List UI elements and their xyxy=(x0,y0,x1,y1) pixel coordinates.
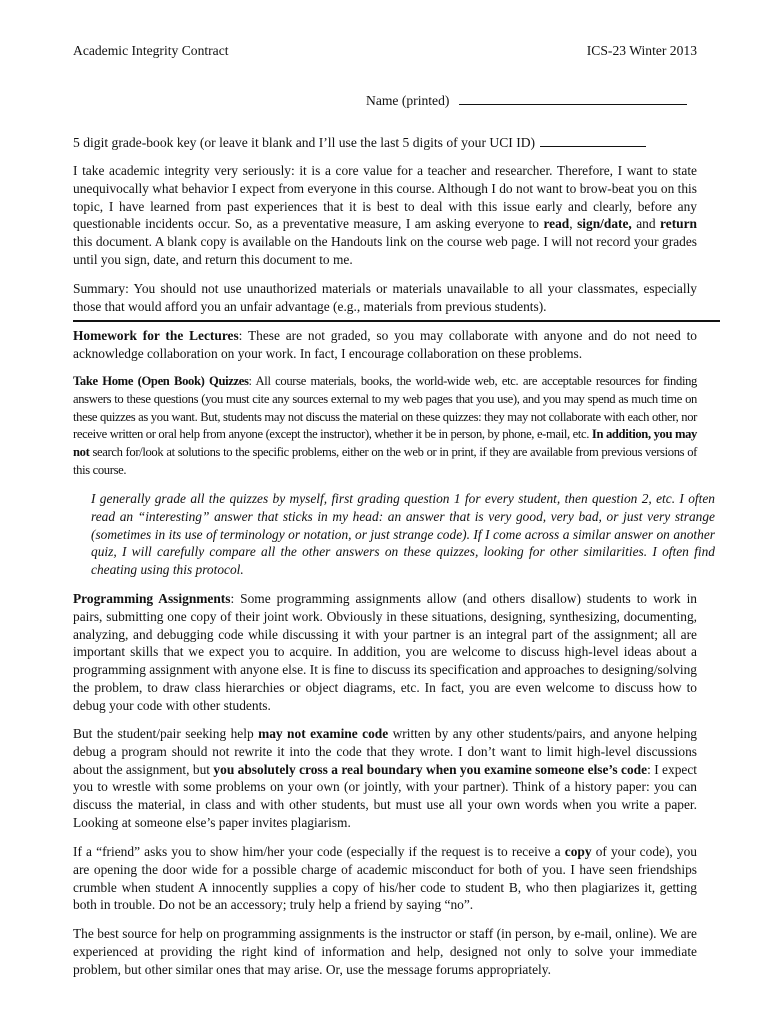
pair-help-paragraph xyxy=(73,725,697,832)
header-course: ICS-23 Winter 2013 xyxy=(586,43,697,58)
section-divider xyxy=(73,320,720,322)
friend-text: of your code), you are opening the door wide for a possible charge of academic misconduct for both of you. I have seen friendships crumble when student A innocently supplies a copy of his/her code to student B, who then plagiarizes it, getting both in trouble. Do not be an accessory; truly help a friend by saying “no”. xyxy=(73,844,697,913)
pair-help-text: written by any other students/pairs, and anyone helping debug a program should not rewrite it into the code that they wrote. I don’t want to limit high-level discussions about the assignment, but xyxy=(73,726,697,777)
programming-paragraph xyxy=(73,590,697,715)
intro-bold-return: return xyxy=(660,216,697,232)
intro-text: , xyxy=(569,216,578,232)
name-field xyxy=(366,92,687,110)
summary-paragraph xyxy=(73,280,697,316)
summary-text: Summary: You should not use unauthorized materials or materials unavailable to all your classmates, especially those that would afford you an unfair advantage (e.g., materials from previous students). xyxy=(73,281,697,314)
pair-help-bold: may not examine code xyxy=(258,726,389,741)
best-source-paragraph xyxy=(73,925,697,978)
header-title: Academic Integrity Contract xyxy=(73,43,229,58)
pair-help-text: : I expect you to wrestle with some problems on your own (or jointly, with your partner). Think of a history paper: you can discuss the material, in class and with other students, but must use all your own words when you write a paper. Looking at someone else’s paper invites plagiarism. xyxy=(73,761,697,830)
name-blank[interactable] xyxy=(459,92,687,105)
quizzes-heading: Take Home (Open Book) Quizzes xyxy=(73,374,249,388)
quizzes-text: : All course materials, books, the world-wide web, etc. are acceptable resources for finding answers to these questions (you must cite any sources external to my web pages that you use), and you may spend as much time on these quizzes as you want. But, students may not discuss the material on these quizzes: they may not collaborate with each other, nor receive written or oral help from anyone (except the instructor), whether it be in person, by phone, e-mail, etc. xyxy=(73,374,697,442)
friend-bold-copy: copy xyxy=(564,844,592,859)
pair-help-bold: you absolutely cross a real boundary when you examine someone else’s code xyxy=(213,761,648,777)
intro-bold-sign: sign/date, xyxy=(577,216,632,232)
intro-text: I take academic integrity very seriously: it is a core value for a teacher and researcher. Therefore, I want to state unequivocally what behavior I expect from everyone in this course. Although I do not want to brow-beat you on this topic, I have learned from past experiences that it is best to deal with this issue early and clearly, before any questionable incidents occur. So, as a preventative measure, I am asking everyone to xyxy=(73,163,697,232)
friend-paragraph xyxy=(73,843,697,914)
intro-paragraph xyxy=(73,162,697,269)
best-source-text: The best source for help on programming assignments is the instructor or staff (in person, by e-mail, online). We are experienced at providing the right kind of information and help, designed not only to solve your immediate problem, but other similar ones that may arise. Or, use the message forums appropriately. xyxy=(73,926,697,977)
quizzes-text: search for/look at solutions to the specific problems, either on the web or in print, if they are available from previous versions of this course. xyxy=(73,445,697,477)
homework-heading: Homework for the Lectures xyxy=(73,328,239,343)
grade-key-field xyxy=(73,134,697,152)
intro-bold-read: read xyxy=(543,216,570,232)
name-label: Name (printed) xyxy=(366,93,450,108)
grade-key-label: 5 digit grade-book key (or leave it blank and I’ll use the last 5 digits of your UCI ID) xyxy=(73,135,536,150)
pair-help-text: But the student/pair seeking help xyxy=(73,726,259,741)
quizzes-bold: In addition, you may not xyxy=(73,427,697,460)
grade-key-blank[interactable] xyxy=(540,134,646,147)
homework-text: : These are not graded, so you may collaborate with anyone and do not need to acknowledge collaboration on your work. In fact, I encourage collaboration on these problems. xyxy=(73,328,697,361)
grading-note xyxy=(73,490,733,579)
programming-heading: Programming Assignments xyxy=(73,591,231,606)
grading-note-text: I generally grade all the quizzes by myself, first grading question 1 for every student, then question 2, etc. I often read an “interesting” answer that sticks in my head: an answer that is very good, very bad, or just very strange (sometimes in its use of terminology or notation, or just strange code). If I come across a similar answer on another quiz, I will carefully compare all the other answers on these quizzes, looking for other similarities. I often find cheating using this protocol. xyxy=(91,491,715,578)
intro-text: and xyxy=(631,216,661,232)
homework-paragraph xyxy=(73,327,697,363)
programming-text: : Some programming assignments allow (and others disallow) students to work in pairs, submitting one copy of their joint work. Obviously in these situations, designing, synthesizing, documenting, analyzing, and debugging code while discussing it with your partner is an integral part of the assignment; all are important skills that we expect you to acquire. In addition, you are welcome to discuss high-level ideas about a programming assignment with anyone else. It is fine to discuss its specification and approaches to designing/solving the problem, to draw class hierarchies or object diagrams, etc. In fact, you are even welcome to discuss how to debug your code with other students. xyxy=(73,591,697,713)
intro-text: this document. A blank copy is available on the Handouts link on the course web page. I will not record your grades until you sign, date, and return this document to me. xyxy=(73,234,697,267)
quizzes-paragraph xyxy=(73,373,697,480)
friend-text: If a “friend” asks you to show him/her your code (especially if the request is to receive a xyxy=(73,844,565,859)
